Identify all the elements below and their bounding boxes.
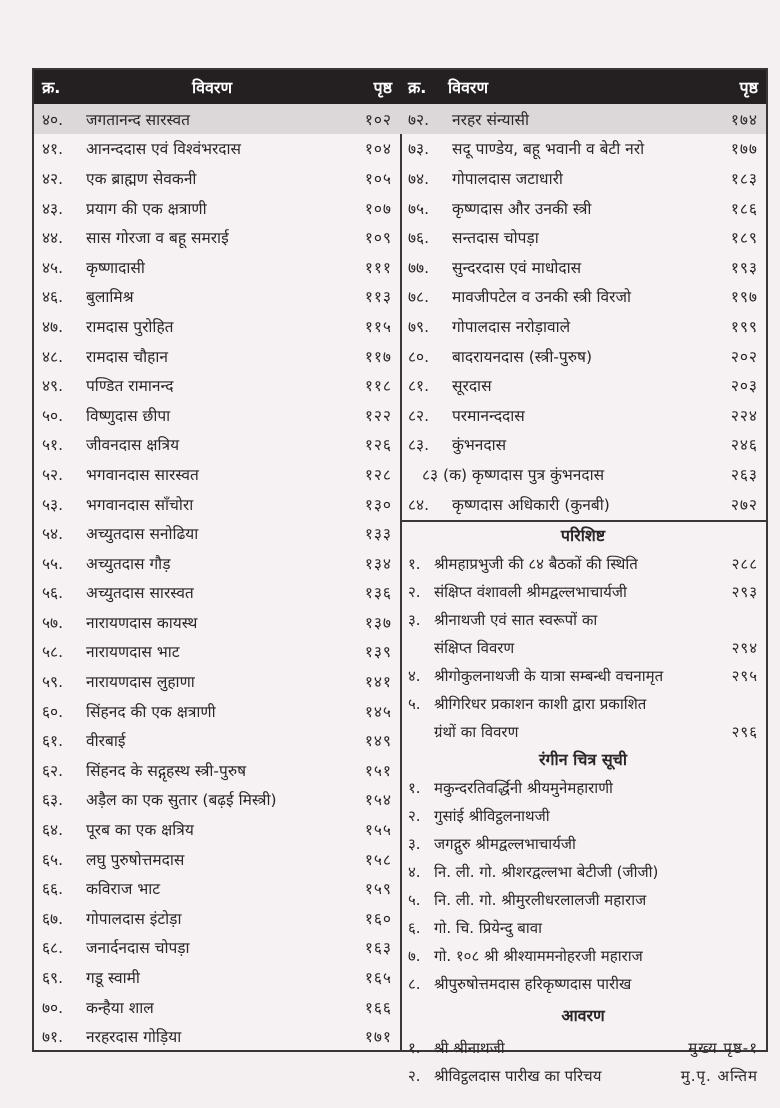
- entry-number: ४.: [408, 863, 421, 882]
- entry-number: ६१.: [42, 732, 64, 751]
- toc-entry: [400, 1034, 766, 1062]
- entry-page: २९५: [731, 667, 758, 686]
- toc-entry: [400, 282, 766, 312]
- entry-title: ग्रंथों का विवरण: [434, 723, 519, 742]
- entry-page: १५८: [364, 850, 392, 869]
- header-num: क्र.: [42, 78, 61, 97]
- entry-title: श्रीनाथजी एवं सात स्वरूपों का: [434, 611, 598, 630]
- toc-entry: [400, 970, 766, 998]
- toc-entry: [400, 222, 766, 252]
- entry-title: जगतानन्द सारस्वत: [86, 110, 190, 129]
- entry-page: १९३: [730, 258, 758, 277]
- entry-title: गोपालदास नरोड़ावाले: [452, 317, 571, 336]
- entry-title: गोपालदास जटाधारी: [452, 169, 563, 188]
- toc-entry: [400, 459, 766, 489]
- right-column: [400, 70, 766, 1086]
- entry-number: ५७.: [42, 613, 64, 632]
- entry-number: ३.: [408, 611, 421, 630]
- entry-number: ५३.: [42, 495, 64, 514]
- entry-number: ५८.: [42, 643, 64, 662]
- entry-number: ६४.: [42, 821, 64, 840]
- entry-number: ८१.: [408, 377, 430, 396]
- color-plates-list: [400, 774, 766, 998]
- entry-page: १३९: [364, 643, 392, 662]
- toc-entry: [34, 104, 400, 134]
- entry-title: संक्षिप्त विवरण: [434, 639, 515, 658]
- entry-title: श्रीमहाप्रभुजी की ८४ बैठकों की स्थिति: [434, 555, 638, 574]
- entry-title: नरहर संन्यासी: [452, 110, 529, 129]
- entry-title: अच्युतदास गौड़: [86, 554, 171, 573]
- toc-entry: [34, 637, 400, 667]
- toc-entry: [400, 830, 766, 858]
- toc-entry: [400, 1062, 766, 1090]
- toc-entry: [400, 942, 766, 970]
- entry-page: ११३: [364, 288, 392, 307]
- entry-title: सूरदास: [452, 377, 492, 396]
- entry-page: १८६: [730, 199, 758, 218]
- entry-number: ५६.: [42, 584, 64, 603]
- entry-page: १२६: [364, 436, 392, 455]
- toc-entry: [400, 550, 766, 578]
- entry-title: रामदास पुरोहित: [86, 317, 174, 336]
- entry-title: सिंहनद की एक क्षत्राणी: [86, 702, 216, 721]
- entry-page: १३३: [364, 525, 392, 544]
- entry-page: १६५: [364, 969, 392, 988]
- entry-title: भगवानदास साँचोरा: [86, 495, 194, 514]
- entry-title: अड़ैल का एक सुतार (बढ़ई मिस्त्री): [86, 791, 277, 810]
- entry-page: १३४: [364, 554, 392, 573]
- entry-number: ७६.: [408, 229, 430, 248]
- entry-title: श्रीगिरिधर प्रकाशन काशी द्वारा प्रकाशित: [434, 695, 647, 714]
- entry-title: श्रीपुरुषोत्तमदास हरिकृष्णदास पारीख: [434, 975, 632, 994]
- entry-page: १३७: [364, 613, 392, 632]
- entry-page: १७१: [364, 1028, 392, 1047]
- toc-entry: [34, 518, 400, 548]
- table-header: [34, 70, 400, 104]
- toc-entry: [34, 341, 400, 371]
- entry-number: ८०.: [408, 347, 430, 366]
- entry-title: जनार्दनदास चोपड़ा: [86, 939, 190, 958]
- entry-number: ४६.: [42, 288, 64, 307]
- entry-number: २.: [408, 1067, 421, 1086]
- toc-entry: [34, 489, 400, 519]
- entry-page: २६३: [730, 465, 758, 484]
- toc-entry: [400, 370, 766, 400]
- toc-entry: [400, 252, 766, 282]
- left-column: [34, 70, 402, 1050]
- entry-number: २.: [408, 807, 421, 826]
- entry-page: १३६: [364, 584, 392, 603]
- entry-title: प्रयाग की एक क्षत्राणी: [86, 199, 207, 218]
- entry-page: २४६: [730, 436, 758, 455]
- toc-entry: [400, 578, 766, 606]
- toc-entry: [34, 844, 400, 874]
- entry-number: ७८.: [408, 288, 430, 307]
- entry-title: परमानन्ददास: [452, 406, 525, 425]
- toc-entry: [400, 163, 766, 193]
- entry-page: १६०: [364, 909, 392, 928]
- entry-number: ४१.: [42, 140, 64, 159]
- toc-entry: [400, 341, 766, 371]
- entry-title: नरहरदास गोड़िया: [86, 1028, 182, 1047]
- entry-title: सुन्दरदास एवं माधोदास: [452, 258, 582, 277]
- toc-entry: [34, 873, 400, 903]
- entry-number: ४०.: [42, 110, 64, 129]
- entry-title: नारायणदास भाट: [86, 643, 180, 662]
- entry-page: २९४: [731, 639, 758, 658]
- entry-number: ७९.: [408, 317, 430, 336]
- toc-entry: [34, 459, 400, 489]
- entry-title: जीवनदास क्षत्रिय: [86, 436, 180, 455]
- toc-entry: [400, 662, 766, 690]
- entry-page: १९९: [730, 317, 758, 336]
- entry-number: ६९.: [42, 969, 64, 988]
- entry-title: भगवानदास सारस्वत: [86, 465, 199, 484]
- entry-number: ७२.: [408, 110, 430, 129]
- entry-page: १०४: [364, 140, 392, 159]
- entry-title: नि. ली. गो. श्रीशरद्वल्लभा बेटीजी (जीजी): [434, 863, 659, 882]
- toc-entry: [34, 903, 400, 933]
- entry-number: ८.: [408, 975, 421, 994]
- toc-entry: [34, 755, 400, 785]
- cover-heading: आवरण: [561, 1006, 605, 1026]
- entry-number: ५४.: [42, 525, 64, 544]
- entry-page: १११: [364, 258, 392, 277]
- entry-page: १५९: [364, 880, 392, 899]
- entry-page: ११७: [364, 347, 392, 366]
- entry-page: २०३: [730, 377, 758, 396]
- toc-entry: [400, 690, 766, 718]
- header-page: पृष्ठ: [373, 78, 392, 97]
- entry-number: ५९.: [42, 673, 64, 692]
- entry-number: २.: [408, 583, 421, 602]
- toc-entry: [34, 548, 400, 578]
- color-plates-heading: रंगीन चित्र सूची: [539, 750, 627, 770]
- entry-title: संक्षिप्त वंशावली श्रीमद्वल्लभाचार्यजी: [434, 583, 627, 602]
- entry-title: पण्डित रामानन्द: [86, 377, 174, 396]
- toc-entry: [34, 933, 400, 963]
- entry-number: ६.: [408, 919, 421, 938]
- entry-number: ६३.: [42, 791, 64, 810]
- entry-title: वीरबाई: [86, 732, 126, 751]
- entry-number: १.: [408, 779, 421, 798]
- toc-entry: [400, 134, 766, 164]
- toc-entry: [34, 370, 400, 400]
- entry-page: २०२: [730, 347, 758, 366]
- table-header: [400, 70, 766, 104]
- toc-entry: [34, 666, 400, 696]
- entry-page: मु.पृ. अन्तिम: [680, 1067, 758, 1086]
- entry-page: १७४: [730, 110, 758, 129]
- entry-number: १.: [408, 555, 421, 574]
- entry-page: १४५: [364, 702, 392, 721]
- toc-entry: [34, 962, 400, 992]
- entry-number: ५२.: [42, 465, 64, 484]
- entry-title: लघु पुरुषोत्तमदास: [86, 850, 185, 869]
- toc-entry: [400, 311, 766, 341]
- toc-entry: [34, 607, 400, 637]
- entry-number: ६७.: [42, 909, 64, 928]
- toc-entry: [34, 696, 400, 726]
- toc-entry: [34, 222, 400, 252]
- entry-number: ६२.: [42, 761, 64, 780]
- entry-page: २८८: [731, 555, 758, 574]
- toc-entry: [400, 193, 766, 223]
- toc-entry: [34, 1021, 400, 1051]
- entry-title: रामदास चौहान: [86, 347, 168, 366]
- entry-number: ४२.: [42, 169, 64, 188]
- entry-title: कृष्णादासी: [86, 258, 145, 277]
- entry-title: कन्हैया शाल: [86, 998, 154, 1017]
- entry-page: २९६: [731, 723, 758, 742]
- entry-page: ११५: [364, 317, 392, 336]
- toc-entry: [400, 802, 766, 830]
- entry-title: कुंभनदास: [452, 436, 507, 455]
- entry-title: गडू स्वामी: [86, 969, 140, 988]
- header-title: विवरण: [191, 78, 233, 97]
- entry-title: गुसांई श्रीविट्ठलनाथजी: [434, 807, 550, 826]
- entry-title: कृष्णदास और उनकी स्त्री: [452, 199, 592, 218]
- entry-title: मकुन्दरतिवर्द्धिनी श्रीयमुनेमहाराणी: [434, 779, 613, 798]
- entry-title: विष्णुदास छीपा: [86, 406, 171, 425]
- entry-page: १२२: [364, 406, 392, 425]
- entry-page: १६६: [364, 998, 392, 1017]
- appendix-heading: परिशिष्ट: [560, 526, 606, 546]
- toc-entry: [400, 606, 766, 634]
- toc-entry: [34, 578, 400, 608]
- header-title: विवरण: [448, 78, 489, 97]
- cover-list: [400, 1034, 766, 1090]
- toc-entry: [400, 774, 766, 802]
- toc-entry: [400, 104, 766, 134]
- entry-page: १७७: [730, 140, 758, 159]
- entry-number: ६८.: [42, 939, 64, 958]
- entry-number: ७४.: [408, 169, 430, 188]
- entry-title: सन्तदास चोपड़ा: [452, 229, 539, 248]
- toc-entry: [34, 785, 400, 815]
- entry-title: ८३ (क) कृष्णदास पुत्र कुंभनदास: [422, 465, 605, 484]
- header-page: पृष्ठ: [739, 78, 758, 97]
- toc-entry: [400, 858, 766, 886]
- toc-entry: [400, 886, 766, 914]
- entry-title: बादरायनदास (स्त्री-पुरुष): [452, 347, 593, 366]
- entry-title: श्रीविट्ठलदास पारीख का परिचय: [434, 1067, 602, 1086]
- entry-number: ७१.: [42, 1028, 64, 1047]
- entry-number: ५.: [408, 891, 421, 910]
- entry-number: १.: [408, 1039, 421, 1058]
- entry-number: ७५.: [408, 199, 430, 218]
- entry-title: सिंहनद के सद्गृहस्थ स्त्री-पुरुष: [86, 761, 247, 780]
- entry-title: कविराज भाट: [86, 880, 161, 899]
- entry-page: १४१: [364, 673, 392, 692]
- entry-title: सास गोरजा व बहू समराई: [86, 229, 229, 248]
- entry-title: अच्युतदास सारस्वत: [86, 584, 194, 603]
- entry-title: श्री श्रीनाथजी: [434, 1039, 505, 1058]
- entry-title: गोपालदास इंटोड़ा: [86, 909, 182, 928]
- appendix-list: [400, 550, 766, 746]
- entry-page: १९७: [730, 288, 758, 307]
- toc-entry: [34, 134, 400, 164]
- left-rows: [34, 104, 400, 1051]
- toc-entry: [34, 725, 400, 755]
- entry-number: ४५.: [42, 258, 64, 277]
- toc-entry: [34, 193, 400, 223]
- toc-entry: [34, 400, 400, 430]
- entry-page: १६३: [364, 939, 392, 958]
- entry-number: ६५.: [42, 850, 64, 869]
- entry-number: ४८.: [42, 347, 64, 366]
- entry-title: जगद्गुरु श्रीमद्वल्लभाचार्यजी: [434, 835, 576, 854]
- entry-page: १०२: [364, 110, 392, 129]
- entry-title: सदू पाण्डेय, बहू भवानी व बेटी नरो: [452, 140, 645, 159]
- toc-entry: [34, 311, 400, 341]
- entry-number: ७.: [408, 947, 421, 966]
- right-rows: [400, 104, 766, 518]
- toc-entry: [400, 400, 766, 430]
- entry-page: मुख्य पृष्ठ-१: [688, 1039, 758, 1058]
- entry-page: १०७: [364, 199, 392, 218]
- entry-page: १८९: [730, 229, 758, 248]
- entry-number: ४.: [408, 667, 421, 686]
- toc-entry: [400, 634, 766, 662]
- entry-title: श्रीगोकुलनाथजी के यात्रा सम्बन्धी वचनामृत: [434, 667, 664, 686]
- entry-number: ५५.: [42, 554, 64, 573]
- entry-title: गो. चि. प्रियेन्दु बावा: [434, 919, 542, 938]
- entry-page: १८३: [730, 169, 758, 188]
- toc-entry: [34, 282, 400, 312]
- toc-entry: [400, 914, 766, 942]
- entry-page: १०५: [364, 169, 392, 188]
- entry-number: ६६.: [42, 880, 64, 899]
- entry-number: ७०.: [42, 998, 64, 1017]
- header-num: क्र.: [408, 78, 427, 97]
- entry-title: आनन्ददास एवं विश्वंभरदास: [86, 140, 242, 159]
- entry-page: १५५: [364, 821, 392, 840]
- entry-number: ५०.: [42, 406, 64, 425]
- entry-number: ४३.: [42, 199, 64, 218]
- entry-number: ५१.: [42, 436, 64, 455]
- entry-page: १५४: [364, 791, 392, 810]
- entry-title: बुलामिश्र: [86, 288, 134, 307]
- entry-number: ८३.: [408, 436, 430, 455]
- entry-title: एक ब्राह्मण सेवकनी: [86, 169, 197, 188]
- contents-table: [32, 68, 768, 1086]
- toc-entry: [34, 992, 400, 1022]
- toc-entry: [34, 163, 400, 193]
- entry-number: ४४.: [42, 229, 64, 248]
- entry-number: ८२.: [408, 406, 430, 425]
- entry-number: ४९.: [42, 377, 64, 396]
- entry-page: १२८: [364, 465, 392, 484]
- entry-page: १४९: [364, 732, 392, 751]
- toc-entry: [400, 430, 766, 460]
- entry-title: नि. ली. गो. श्रीमुरलीधरलालजी महाराज: [434, 891, 647, 910]
- entry-title: कृष्णदास अधिकारी (कुनबी): [452, 495, 610, 514]
- entry-title: पूरब का एक क्षत्रिय: [86, 821, 194, 840]
- toc-entry: [34, 430, 400, 460]
- entry-number: ३.: [408, 835, 421, 854]
- entry-page: १३०: [364, 495, 392, 514]
- toc-entry: [400, 489, 766, 519]
- entry-number: ७७.: [408, 258, 430, 277]
- entry-number: ४७.: [42, 317, 64, 336]
- entry-page: १५१: [364, 761, 392, 780]
- entry-number: ६०.: [42, 702, 64, 721]
- entry-title: अच्युतदास सनोढिया: [86, 525, 199, 544]
- entry-page: २७२: [730, 495, 758, 514]
- toc-entry: [34, 814, 400, 844]
- entry-page: २९३: [731, 583, 758, 602]
- entry-page: १०९: [364, 229, 392, 248]
- entry-number: ७३.: [408, 140, 430, 159]
- toc-entry: [400, 718, 766, 746]
- entry-title: नारायणदास कायस्थ: [86, 613, 198, 632]
- entry-number: ५.: [408, 695, 421, 714]
- entry-page: ११८: [364, 377, 392, 396]
- toc-entry: [34, 252, 400, 282]
- entry-title: गो. १०८ श्री श्रीश्याममनोहरजी महाराज: [434, 947, 643, 966]
- entry-title: नारायणदास लुहाणा: [86, 673, 195, 692]
- entry-number: ८४.: [408, 495, 430, 514]
- entry-page: २२४: [730, 406, 758, 425]
- entry-title: मावजीपटेल व उनकी स्त्री विरजो: [452, 288, 631, 307]
